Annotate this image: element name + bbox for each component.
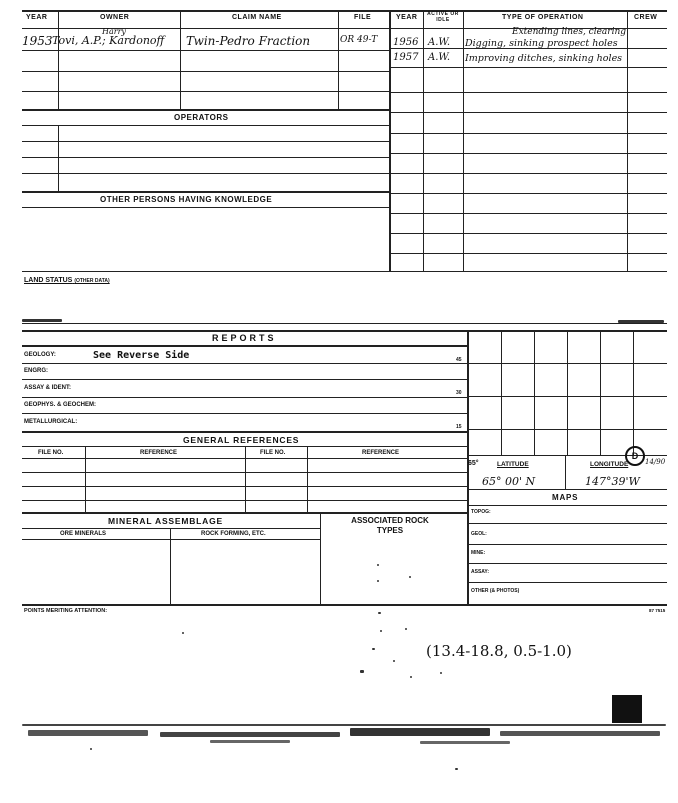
op-status-1957: A.W. [428,52,451,63]
row1-owner-above: Harry [102,27,126,36]
latitude-prefix: 65° [468,460,479,467]
other-persons-title: OTHER PERSONS HAVING KNOWLEDGE [100,195,273,204]
header-crew: CREW [634,14,658,21]
row1-owner: Tovi, A.P.; Kardonoff [52,34,165,47]
ore-minerals-label: ORE MINERALS [60,531,107,537]
associated-rock-types: ASSOCIATED ROCK TYPES [351,516,429,535]
op-year-1956: 1956 [393,37,419,48]
row1-year: 1953 [22,34,53,48]
black-square [612,695,642,723]
header-owner: OWNER [100,14,130,21]
op-type-1957: Improving ditches, sinking holes [465,53,623,64]
map-assay: ASSAY: [471,569,490,575]
operators-title: OPERATORS [174,113,229,122]
handwritten-note: (13.4-18.8, 0.5-1.0) [426,642,572,660]
report-geophys-label: GEOPHYS. & GEOCHEM: [24,402,97,408]
op-status-1956: A.W. [428,37,451,48]
report-geology-label: GEOLOGY: [24,352,56,358]
ref-col-file-1: FILE NO. [38,450,64,456]
map-mine: MINE: [471,550,486,556]
op-line-1: Extending lines, clearing [512,27,627,37]
header-file: FILE [354,14,372,21]
scan-smudge-left [22,319,62,322]
map-geol: GEOL: [471,531,487,537]
op-type-1956: Digging, sinking prospect holes [465,38,618,49]
header-claim-name: CLAIM NAME [232,14,282,21]
latitude-label: LATITUDE [497,461,529,468]
longitude-note: 14/90 [645,458,666,466]
points-meriting-attention: POINTS MERITING ATTENTION: [24,608,108,614]
maps-title: MAPS [552,493,579,502]
report-engrg-label: ENGRG: [24,368,48,374]
report-assay-label: ASSAY & IDENT: [24,385,72,391]
report-num-30: 30 [456,390,462,396]
land-status [24,277,110,284]
header-type-of-operation: TYPE OF OPERATION [502,14,584,21]
map-topog: TOPOG: [471,509,491,515]
rock-forming-label: ROCK FORMING, ETC. [201,531,266,537]
header-year: YEAR [26,14,48,21]
ref-col-file-2: FILE NO. [260,450,286,456]
op-year-1957: 1957 [393,52,419,63]
report-num-15: 15 [456,424,462,430]
general-references-title: GENERAL REFERENCES [183,435,300,445]
ref-col-reference-1: REFERENCE [140,450,178,456]
ref-col-reference-2: REFERENCE [362,450,400,456]
longitude-label: LONGITUDE [590,461,629,468]
row1-file: OR 49-T [340,35,378,45]
form-code: 87 7515 [649,608,666,613]
row1-claim-name: Twin-Pedro Fraction [186,34,311,48]
circle-mark: D [625,446,645,466]
reports-title: REPORTS [212,333,277,343]
header-year-2: YEAR [396,14,418,21]
land-status-label: LAND STATUS [24,277,73,284]
report-metallurgical-label: METALLURGICAL: [24,419,78,425]
report-num-45: 45 [456,357,462,363]
longitude-value: 147°39'W [585,475,640,488]
latitude-value: 65° 00' N [482,475,536,488]
map-other: OTHER (& PHOTOS) [471,588,520,594]
header-active-idle: ACTIVE OR IDLE [427,11,459,23]
land-status-sub: (OTHER DATA) [74,278,110,284]
report-geology-value: See Reverse Side [93,350,190,361]
mineral-assemblage-title: MINERAL ASSEMBLAGE [108,516,223,526]
